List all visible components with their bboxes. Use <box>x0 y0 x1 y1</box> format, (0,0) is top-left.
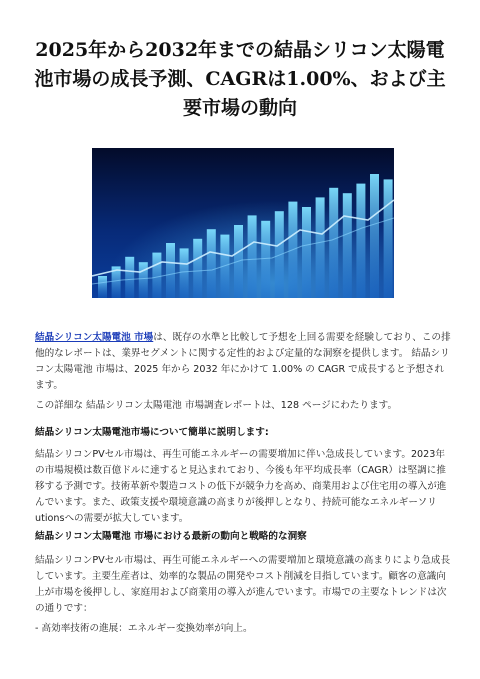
section1-body: 結晶シリコンPVセル市場は、再生可能エネルギーの需要増加に伴い急成長しています。2023年の市場規模は数百億ドルに達すると見込まれており、今後も年平均成長率（CAGR）は堅調に推移する予測です。技術革新や製造コストの低下が競争力を高め、商業用および住宅用の導入が進んでいます。また、政策支援や環境意識の高まりが後押しとなり、持続可能なエネルギーソリutionsへの需要が拡大しています。 <box>35 449 447 524</box>
hero-bar <box>125 257 134 298</box>
report-pages-text: この詳細な 結晶シリコン太陽電池 市場調査レポートは、128 ページにわたります。 <box>35 400 398 411</box>
intro-paragraph <box>35 330 453 394</box>
hero-bar <box>98 276 107 298</box>
hero-bar <box>370 174 379 298</box>
market-link[interactable]: 結晶シリコン太陽電池 市場 <box>35 332 154 343</box>
hero-bar <box>248 215 257 298</box>
hero-bar <box>302 207 311 298</box>
hero-bar <box>356 184 365 298</box>
hero-bar <box>193 239 202 298</box>
hero-bar <box>316 197 325 298</box>
hero-bar <box>384 179 393 298</box>
hero-bar <box>139 262 148 298</box>
hero-bar <box>180 248 189 298</box>
hero-bar <box>261 221 270 298</box>
section2-heading: 結晶シリコン太陽電池 市場における最新の動向と戦略的な洞察 <box>35 531 307 542</box>
section2-body: 結晶シリコンPVセル市場は、再生可能エネルギーへの需要増加と環境意識の高まりにより急成長しています。主要生産者は、効率的な製品の開発やコスト削減を目指しています。顧客の意識向上が市場を後押しし、家庭用および商業用の導入が進んでいます。市場での主要なトレンドは次の通りです： <box>35 555 451 614</box>
hero-bar <box>152 253 161 298</box>
hero-bar <box>207 229 216 298</box>
trend-bullet: - 高効率技術の進展：エネルギー変換効率が向上。 <box>35 623 253 634</box>
hero-image <box>92 148 394 298</box>
document-title: 2025年から2032年までの結晶シリコン太陽電池市場の成長予測、CAGRは1.00%、および主要市場の動向 <box>34 39 446 119</box>
hero-bar <box>166 243 175 298</box>
hero-bar <box>343 193 352 298</box>
intro-text: は、既存の水準と比較して予想を上回る需要を経験しており、この排他的なレポートは、業界セグメントに関する定性的および定量的な洞察を提供します。 結晶シリコン太陽電池 市場は、2025 年から 2032 年にかけて 1.00% の CAGR で成長すると予想されます。 <box>35 332 451 391</box>
hero-bar <box>329 188 338 298</box>
section1-heading: 結晶シリコン太陽電池市場について簡単に説明します: <box>35 427 269 438</box>
